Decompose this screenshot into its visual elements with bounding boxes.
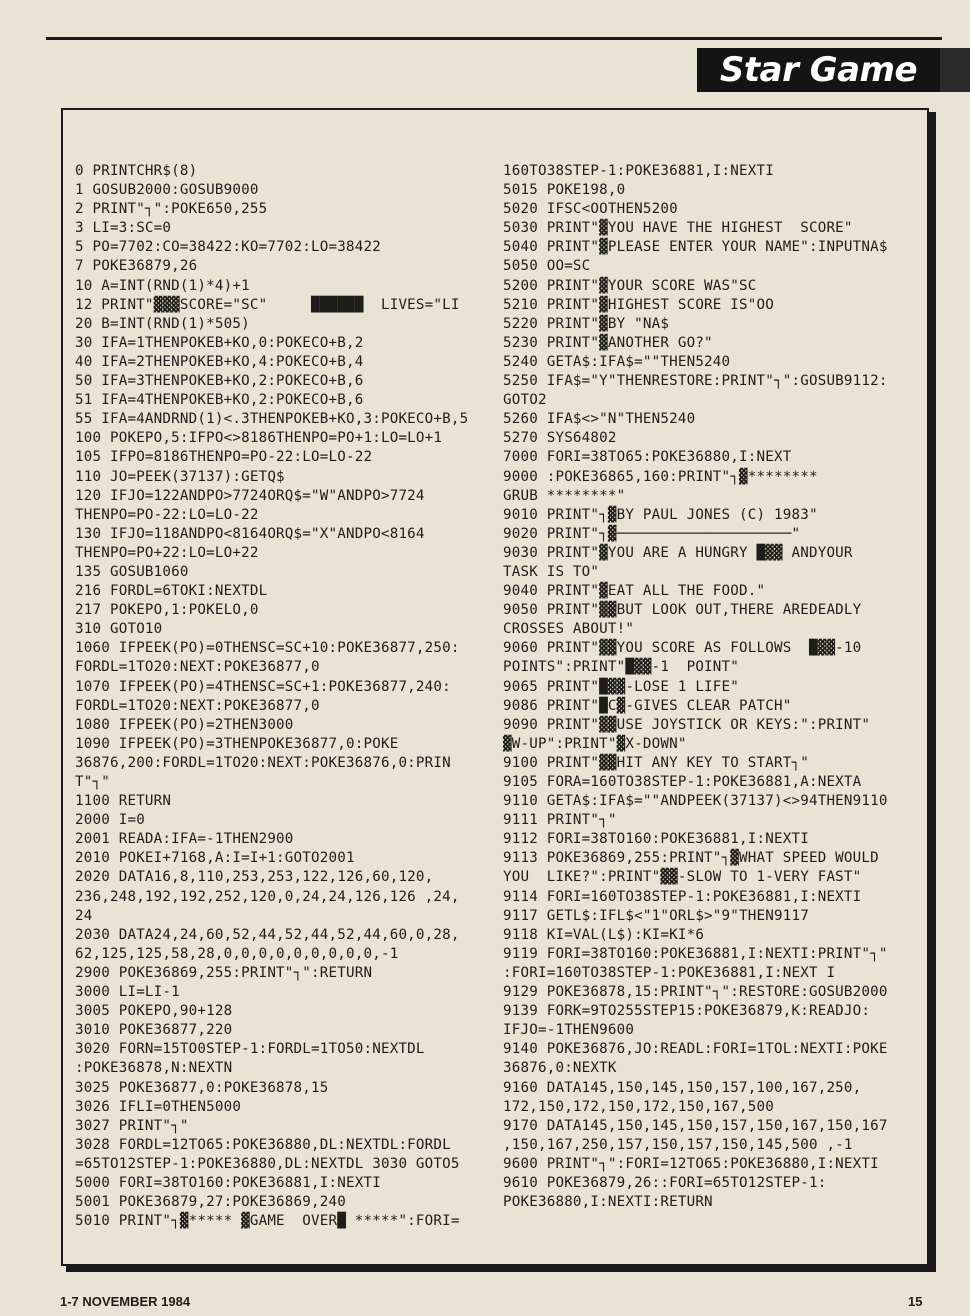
code-line: 216 FORDL=6TOKI:NEXTDL	[75, 583, 268, 600]
code-line: 100 POKEPO,5:IFPO<>8186THENPO=PO+1:LO=LO+1	[75, 430, 443, 447]
listing-column-right	[503, 162, 923, 1212]
code-line: 9030 PRINT"▓YOU ARE A HUNGRY █▓▓ ANDYOUR	[503, 544, 853, 561]
code-line: 0 PRINTCHR$(8)	[75, 163, 198, 179]
code-line: 3026 IFLI=0THEN5000	[75, 1098, 242, 1115]
code-line: 51 IFA=4THENPOKEB+KO,2:POKECO+B,6	[75, 392, 364, 409]
code-line: 5240 GETA$:IFA$=""THEN5240	[503, 353, 731, 370]
code-line: 9600 PRINT"┐":FORI=12TO65:POKE36880,I:NEXTI	[503, 1155, 879, 1172]
code-line: POKE36880,I:NEXTI:RETURN	[503, 1194, 713, 1211]
code-line: GRUB ********"	[503, 487, 626, 504]
code-line: 9010 PRINT"┐▓BY PAUL JONES (C) 1983"	[503, 506, 818, 523]
code-line: 20 B=INT(RND(1)*505)	[75, 315, 250, 332]
code-line: 9114 FORI=160TO38STEP-1:POKE36881,I:NEXTI	[503, 888, 862, 905]
code-line: 5015 POKE198,0	[503, 182, 626, 199]
code-line: 160TO38STEP-1:POKE36881,I:NEXTI	[503, 163, 774, 179]
code-line: 9139 FORK=9TO255STEP15:POKE36879,K:READJO:	[503, 1003, 871, 1020]
code-line: 50 IFA=3THENPOKEB+KO,2:POKECO+B,6	[75, 373, 364, 390]
code-line: 10 A=INT(RND(1)*4)+1	[75, 277, 250, 294]
listing-column-left	[75, 162, 500, 1231]
code-line: 2030 DATA24,24,60,52,44,52,44,52,44,60,0,28,	[75, 926, 460, 943]
code-line: T"┐"	[75, 774, 110, 790]
code-line: 9040 PRINT"▓EAT ALL THE FOOD."	[503, 583, 766, 600]
code-line: 9020 PRINT"┐▓────────────────────"	[503, 525, 801, 542]
code-line: 9610 POKE36879,26::FORI=65TO12STEP-1:	[503, 1174, 827, 1191]
code-line: =65TO12STEP-1:POKE36880,DL:NEXTDL 3030 GOTO5	[75, 1155, 460, 1172]
code-line: 36876,200:FORDL=1TO20:NEXT:POKE36876,0:PRIN	[75, 754, 451, 771]
code-line: 110 JO=PEEK(37137):GETQ$	[75, 468, 285, 485]
code-line: 7000 FORI=38TO65:POKE36880,I:NEXT	[503, 449, 792, 466]
code-line: 3027 PRINT"┐"	[75, 1117, 189, 1134]
code-line: ▓W-UP":PRINT"▓X-DOWN"	[503, 735, 687, 752]
code-line: 3010 POKE36877,220	[75, 1022, 233, 1039]
code-line: 3025 POKE36877,0:POKE36878,15	[75, 1079, 329, 1096]
code-line: 5000 FORI=38TO160:POKE36881,I:NEXTI	[75, 1174, 381, 1191]
code-line: 1060 IFPEEK(PO)=0THENSC=SC+10:POKE36877,250:	[75, 640, 460, 657]
code-line: 62,125,125,58,28,0,0,0,0,0,0,0,0,0,-1	[75, 945, 399, 962]
code-line: FORDL=1TO20:NEXT:POKE36877,0	[75, 697, 320, 714]
code-line: 3 LI=3:SC=0	[75, 220, 172, 237]
page-number: 15	[908, 1294, 923, 1309]
code-line: 5040 PRINT"▓PLEASE ENTER YOUR NAME":INPUTNA$	[503, 239, 888, 256]
code-line: 40 IFA=2THENPOKEB+KO,4:POKECO+B,4	[75, 353, 364, 370]
code-line: 1090 IFPEEK(PO)=3THENPOKE36877,0:POKE	[75, 735, 399, 752]
code-line: 9117 GETL$:IFL$<"1"ORL$>"9"THEN9117	[503, 907, 809, 924]
top-rule	[46, 37, 942, 40]
code-line: 55 IFA=4ANDRND(1)<.3THENPOKEB+KO,3:POKECO+B,5	[75, 411, 469, 428]
code-line: 9090 PRINT"▓▓USE JOYSTICK OR KEYS:":PRINT"	[503, 716, 871, 733]
code-line: 5250 IFA$="Y"THENRESTORE:PRINT"┐":GOSUB9112:	[503, 373, 888, 390]
code-line: 3005 POKEPO,90+128	[75, 1003, 233, 1020]
code-line: 9119 FORI=38TO160:POKE36881,I:NEXTI:PRINT"┐"	[503, 945, 888, 962]
code-line: 7 POKE36879,26	[75, 258, 198, 275]
code-line: 3028 FORDL=12TO65:POKE36880,DL:NEXTDL:FORDL	[75, 1136, 451, 1153]
code-line: 5210 PRINT"▓HIGHEST SCORE IS"OO	[503, 296, 774, 313]
code-line: 5001 POKE36879,27:POKE36869,240	[75, 1194, 346, 1211]
frame-shadow-bottom	[66, 1266, 936, 1272]
section-banner: Star Game	[697, 48, 940, 92]
code-line: 9160 DATA145,150,145,150,157,100,167,250,	[503, 1079, 862, 1096]
issue-date: 1-7 NOVEMBER 1984	[60, 1294, 191, 1309]
code-line: TASK IS TO"	[503, 563, 600, 580]
code-line: 9100 PRINT"▓▓HIT ANY KEY TO START┐"	[503, 754, 809, 771]
code-line: 2 PRINT"┐":POKE650,255	[75, 201, 268, 218]
code-line: CROSSES ABOUT!"	[503, 621, 635, 638]
code-line: 5270 SYS64802	[503, 430, 617, 447]
code-line: 36876,0:NEXTK	[503, 1060, 617, 1077]
code-line: 5030 PRINT"▓YOU HAVE THE HIGHEST SCORE"	[503, 220, 853, 237]
banner-edge	[940, 48, 970, 92]
code-line: 130 IFJO=118ANDPO<8164ORQ$="X"ANDPO<8164	[75, 525, 425, 542]
code-line: 310 GOTO10	[75, 621, 163, 638]
code-line: 9065 PRINT"█▓▓-LOSE 1 LIFE"	[503, 678, 740, 695]
code-line: IFJO=-1THEN9600	[503, 1022, 635, 1039]
code-line: 30 IFA=1THENPOKEB+KO,0:POKECO+B,2	[75, 334, 364, 351]
code-line: 5 PO=7702:CO=38422:KO=7702:LO=38422	[75, 239, 381, 256]
code-line: 9060 PRINT"▓▓YOU SCORE AS FOLLOWS █▓▓-10	[503, 640, 862, 657]
code-line: 2000 I=0	[75, 812, 145, 829]
code-line: 5010 PRINT"┐▓***** ▓GAME OVER█ *****":FORI=	[75, 1213, 460, 1230]
code-line: 12 PRINT"▓▓▓SCORE="SC" ██████ LIVES="LI	[75, 296, 460, 313]
code-line: 5260 IFA$<>"N"THEN5240	[503, 411, 696, 428]
code-line: THENPO=PO+22:LO=LO+22	[75, 544, 259, 561]
code-line: 9170 DATA145,150,145,150,157,150,167,150,167	[503, 1117, 888, 1134]
code-line: ,150,167,250,157,150,157,150,145,500 ,-1	[503, 1136, 853, 1153]
code-line: 5230 PRINT"▓ANOTHER GO?"	[503, 334, 713, 351]
code-line: FORDL=1TO20:NEXT:POKE36877,0	[75, 659, 320, 676]
code-line: 9113 POKE36869,255:PRINT"┐▓WHAT SPEED WOULD	[503, 850, 879, 867]
code-line: 9110 GETA$:IFA$=""ANDPEEK(37137)<>94THEN9110	[503, 793, 888, 810]
code-line: YOU LIKE?":PRINT"▓▓-SLOW TO 1-VERY FAST"	[503, 869, 862, 886]
code-line: 5050 OO=SC	[503, 258, 591, 275]
code-line: 1 GOSUB2000:GOSUB9000	[75, 182, 259, 199]
code-line: 2010 POKEI+7168,A:I=I+1:GOTO2001	[75, 850, 355, 867]
code-line: POINTS":PRINT"█▓▓-1 POINT"	[503, 659, 740, 676]
code-line: 2020 DATA16,8,110,253,253,122,126,60,120,	[75, 869, 434, 886]
code-line: 1100 RETURN	[75, 793, 172, 810]
code-line: 120 IFJO=122ANDPO>7724ORQ$="W"ANDPO>7724	[75, 487, 425, 504]
code-line: 9050 PRINT"▓▓BUT LOOK OUT,THERE AREDEADLY	[503, 602, 862, 619]
code-line: 236,248,192,192,252,120,0,24,24,126,126 ,24,	[75, 888, 460, 905]
code-line: 1070 IFPEEK(PO)=4THENSC=SC+1:POKE36877,240:	[75, 678, 451, 695]
code-line: 172,150,172,150,172,150,167,500	[503, 1098, 774, 1115]
code-line: 9129 POKE36878,15:PRINT"┐":RESTORE:GOSUB2000	[503, 984, 888, 1001]
code-line: 3020 FORN=15TO0STEP-1:FORDL=1TO50:NEXTDL	[75, 1041, 425, 1058]
code-line: 105 IFPO=8186THENPO=PO-22:LO=LO-22	[75, 449, 373, 466]
code-line: 9111 PRINT"┐"	[503, 812, 617, 829]
code-line: 5200 PRINT"▓YOUR SCORE WAS"SC	[503, 277, 757, 294]
code-line: 217 POKEPO,1:POKELO,0	[75, 602, 259, 619]
code-line: 24	[75, 907, 93, 924]
code-line: 9105 FORA=160TO38STEP-1:POKE36881,A:NEXTA	[503, 774, 862, 790]
code-line: 5020 IFSC<OOTHEN5200	[503, 201, 678, 218]
code-line: 1080 IFPEEK(PO)=2THEN3000	[75, 716, 294, 733]
code-line: :POKE36878,N:NEXTN	[75, 1060, 233, 1077]
code-line: 9086 PRINT"█C▓-GIVES CLEAR PATCH"	[503, 697, 792, 714]
code-line: 3000 LI=LI-1	[75, 984, 180, 1001]
code-line: THENPO=PO-22:LO=LO-22	[75, 506, 259, 523]
code-line: 2900 POKE36869,255:PRINT"┐":RETURN	[75, 964, 373, 981]
code-line: 2001 READA:IFA=-1THEN2900	[75, 831, 294, 848]
code-line: :FORI=160TO38STEP-1:POKE36881,I:NEXT I	[503, 964, 836, 981]
code-line: 135 GOSUB1060	[75, 563, 189, 580]
code-line: 9112 FORI=38TO160:POKE36881,I:NEXTI	[503, 831, 809, 848]
code-line: 9000 :POKE36865,160:PRINT"┐▓********	[503, 468, 818, 485]
code-line: 5220 PRINT"▓BY "NA$	[503, 315, 670, 332]
code-line: 9140 POKE36876,JO:READL:FORI=1TOL:NEXTI:POKE	[503, 1041, 888, 1058]
code-line: 9118 KI=VAL(L$):KI=KI*6	[503, 926, 705, 943]
frame-shadow-right	[929, 112, 936, 1270]
code-line: GOTO2	[503, 392, 547, 409]
